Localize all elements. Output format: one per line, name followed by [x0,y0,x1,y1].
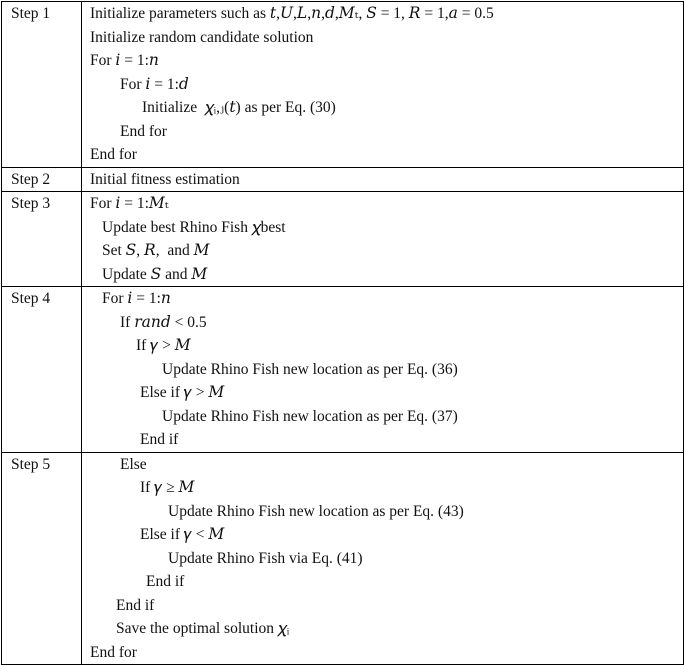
pseudocode-line: For 𝑖 = 1:𝑛 [90,52,159,69]
pseudocode-line: For 𝑖 = 1:𝑛 [102,290,171,307]
pseudocode-line: End for [90,643,137,661]
pseudocode-line: If 𝛾 > 𝑀 [136,337,191,354]
algorithm-table-body [2,2,684,665]
pseudocode-line: Update Rhino Fish new location as per Eq. (36) [162,360,458,378]
pseudocode-line: Update Rhino Fish new location as per Eq. (43) [168,502,464,520]
step-body-cell [82,2,684,168]
pseudocode-line: For 𝑖 = 1:𝑀ₜ [90,195,169,212]
step-label-cell [2,2,82,168]
pseudocode-line: For 𝑖 = 1:𝑑 [120,75,189,93]
pseudocode-line: End for [120,122,167,140]
pseudocode-line: Update 𝑆 and 𝑀 [102,265,208,283]
pseudocode-line: Else if 𝛾 < 𝑀 [140,526,225,543]
pseudocode-line: Set 𝑆, 𝑅, and 𝑀 [102,242,210,259]
pseudocode-line: Initialize parameters such as 𝑡,𝑈,𝐿,𝑛,𝑑,𝑀ₜ, 𝑆 = 1, 𝑅 = 1,𝑎 = 0.5 [90,5,494,22]
pseudocode-line: End if [140,431,179,448]
step-row [2,452,684,665]
step-body [82,453,683,665]
step-body [82,168,683,192]
step-row [2,2,684,168]
pseudocode-line: End for [90,146,137,163]
step-label-cell [2,192,82,287]
pseudocode-line: If 𝑟𝑎𝑛𝑑 < 0.5 [120,313,207,331]
step-body-cell [82,192,684,287]
step-label: Step 2 [11,170,51,188]
step-row [2,167,684,192]
step-body [82,287,683,452]
step-row [2,192,684,287]
pseudocode-line: Update Rhino Fish new location as per Eq. (37) [162,407,458,425]
algorithm-table [1,1,684,665]
step-label: Step 5 [11,455,51,473]
step-body-cell [82,452,684,665]
step-label: Step 1 [11,5,51,22]
step-body-cell [82,167,684,192]
pseudocode-line: Initialize 𝜒ᵢ,ⱼ(𝑡) as per Eq. (30) [142,99,336,116]
pseudocode-line: Initialize random candidate solution [90,28,314,46]
step-body [82,192,683,286]
pseudocode-line: End if [146,573,185,590]
step-body-cell [82,287,684,453]
step-row [2,287,684,453]
step-label: Step 4 [11,290,51,307]
pseudocode-line: If 𝛾 ≥ 𝑀 [140,479,195,496]
pseudocode-line: Else if 𝛾 > 𝑀 [140,384,225,401]
pseudocode-line: Initial fitness estimation [90,170,240,188]
step-label: Step 3 [11,195,51,212]
pseudocode-line: End if [116,596,155,614]
pseudocode-line: Update Rhino Fish via Eq. (41) [168,549,363,567]
step-label-cell [2,287,82,453]
step-label-cell [2,452,82,665]
step-body [82,2,683,167]
pseudocode-line: Else [120,455,147,473]
pseudocode-line: Update best Rhino Fish 𝜒best [102,218,286,236]
step-label-cell [2,167,82,192]
pseudocode-line: Save the optimal solution 𝜒ᵢ [116,620,290,637]
